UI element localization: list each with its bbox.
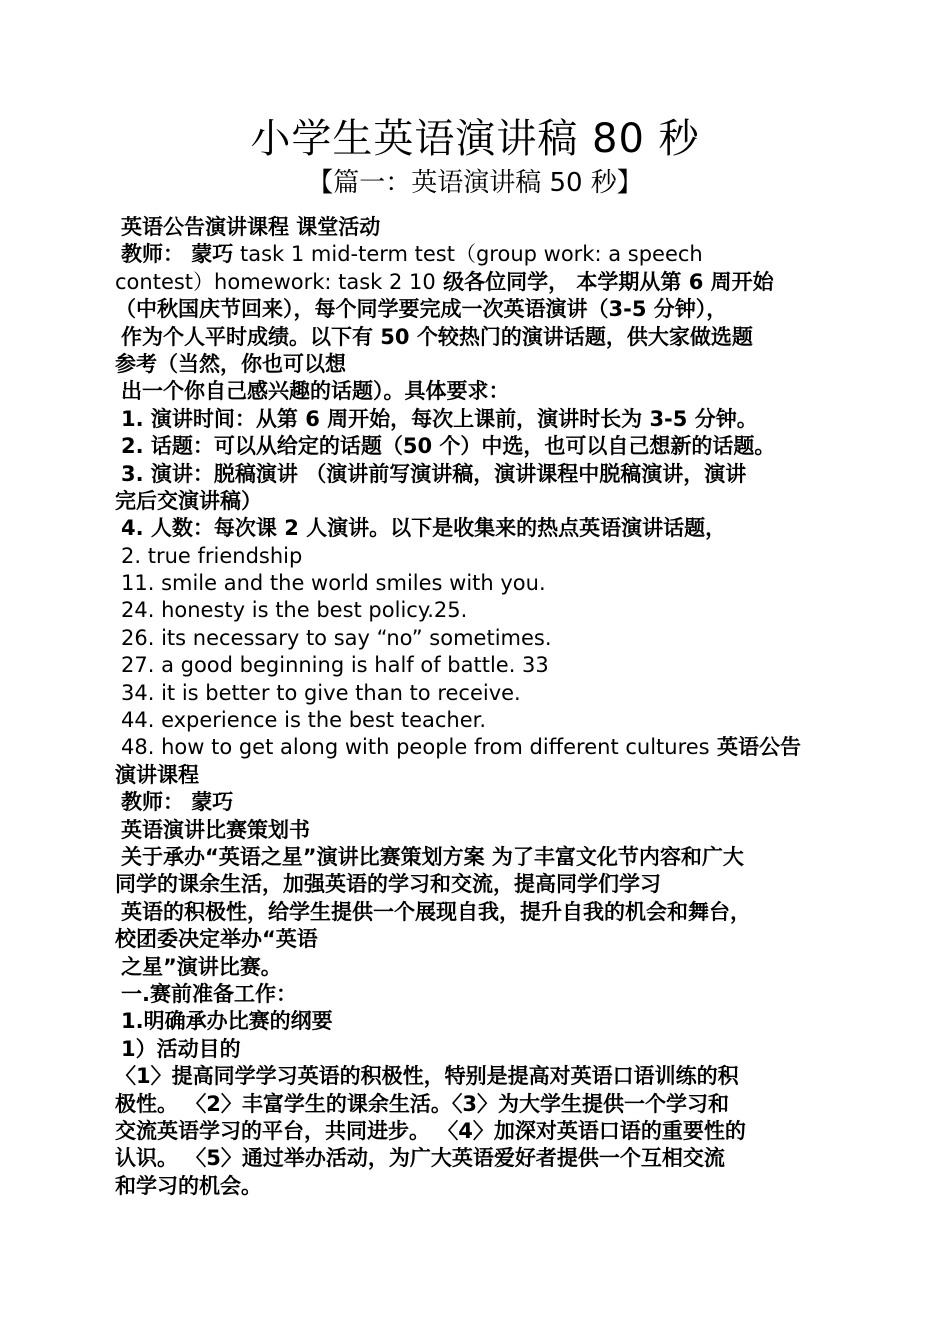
text-line: 参考（当然，你也可以想 — [115, 351, 346, 376]
text-line: 英语公告演讲课程 课堂活动 — [121, 215, 381, 239]
text-line: 24. honesty is the best policy.25. — [121, 598, 468, 623]
text-span: 48. how to get along with people from different cultures — [121, 735, 710, 760]
document-body — [115, 214, 837, 1200]
document-title: 小学生英语演讲稿 80 秒 — [250, 116, 700, 162]
text-line — [115, 734, 837, 761]
text-line: 1）活动目的 — [121, 1036, 241, 1061]
text-span: task 1 mid-term test（group work: a speech — [233, 242, 703, 267]
text-line: （中秋国庆节回来），每个同学要完成一次英语演讲（3-5 分钟）， — [115, 297, 728, 322]
text-line: 校团委决定举办“英语 — [115, 927, 318, 952]
text-span: 级各位同学， 本学期从第 6 周开始 — [435, 269, 774, 294]
text-line: 交流英语学习的平台，共同进步。 〈4〉加深对英语口语的重要性的 — [115, 1118, 746, 1143]
text-line: 〈1〉提高同学学习英语的积极性，特别是提高对英语口语训练的积 — [115, 1064, 739, 1089]
text-line: 英语的积极性，给学生提供一个展现自我，提升自我的机会和舞台， — [121, 899, 751, 924]
text-line: 34. it is better to give than to receive. — [121, 680, 521, 705]
text-line: 和学习的机会。 — [115, 1173, 262, 1198]
text-line: 极性。 〈2〉丰富学生的课余生活。〈3〉为大学生提供一个学习和 — [115, 1091, 730, 1116]
text-span: 教师： 蒙巧 — [121, 242, 234, 267]
text-span: contest）homework: task 2 10 — [115, 269, 436, 294]
text-line: 2. true friendship — [121, 543, 303, 568]
text-line: 完后交演讲稿） — [115, 488, 262, 513]
text-line: 认识。 〈5〉通过举办活动，为广大英语爱好者提供一个互相交流 — [115, 1146, 725, 1171]
text-line: 4. 人数：每次课 2 人演讲。以下是收集来的热点英语演讲话题， — [121, 516, 727, 541]
text-line: 英语演讲比赛策划书 — [121, 817, 310, 842]
text-line: 之星”演讲比赛。 — [121, 954, 282, 979]
text-line: 同学的课余生活，加强英语的学习和交流，提高同学们学习 — [115, 872, 661, 897]
text-line — [115, 241, 837, 268]
document-subtitle: 【篇一：英语演讲稿 50 秒】 — [307, 168, 643, 198]
text-line: 26. its necessary to say “no” sometimes. — [121, 625, 552, 650]
text-line: 44. experience is the best teacher. — [121, 708, 487, 733]
text-line: 演讲课程 — [115, 762, 199, 787]
text-line: 1.明确承办比赛的纲要 — [121, 1009, 333, 1034]
text-line: 教师： 蒙巧 — [121, 790, 234, 815]
text-line: 作为个人平时成绩。以下有 50 个较热门的演讲话题，供大家做选题 — [121, 324, 753, 349]
text-line: 出一个你自己感兴趣的话题）。具体要求： — [121, 379, 510, 404]
text-line: 27. a good beginning is half of battle. 33 — [121, 653, 549, 678]
text-line — [115, 269, 837, 296]
text-line: 关于承办“英语之星”演讲比赛策划方案 为了丰富文化节内容和广大 — [121, 844, 744, 869]
text-line: 3. 演讲：脱稿演讲 （演讲前写演讲稿，演讲课程中脱稿演讲，演讲 — [121, 461, 747, 486]
text-line: 1. 演讲时间：从第 6 周开始，每次上课前，演讲时长为 3-5 分钟。 — [121, 406, 758, 431]
text-line: 2. 话题：可以从给定的话题（50 个）中选，也可以自己想新的话题。 — [121, 434, 776, 459]
text-span: 英语公告 — [709, 735, 801, 760]
text-line: 11. smile and the world smiles with you. — [121, 571, 546, 596]
text-line: 一.赛前准备工作： — [121, 981, 297, 1006]
